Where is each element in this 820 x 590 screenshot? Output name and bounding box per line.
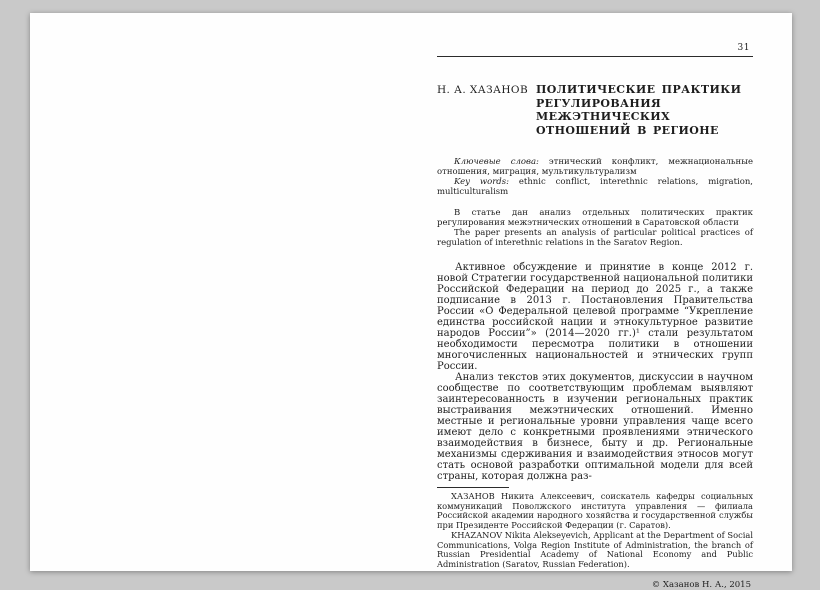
article-title-line: ПОЛИТИЧЕСКИЕ ПРАКТИКИ — [536, 83, 742, 96]
document-page — [30, 13, 792, 590]
keywords-en-text: ethnic conflict, interethnic relations, migration, multiculturalism — [437, 177, 754, 197]
body-paragraph-2: Анализ текстов этих документов, дискуссии в научном сообществе по соответствующим проблемам выявляют заинтересованность в изучении региональных практик выстраивания межэтнических отношений. Именно местные и региональные уровни управления чаще всего имеют дело с конкретными проявлениями этнического взаимодействия в бизнесе, быту и др. Региональные механизмы сдерживания и взаимодействия этносов могут стать основой разработки оптимальной модели для всей страны, которая должна раз- — [437, 372, 753, 482]
keywords-ru-label: Ключевые слова: — [454, 157, 539, 167]
footnote-author-bio-en: KHAZANOV Nikita Alekseyevich, Applicant at the Department of Social Communications, Volga Region Institute of Administration, the branch of Russian Presidential Academy of National Economy and Public Administration (Saratov, Russian Federation). — [437, 529, 753, 569]
keywords-en-label: Key words: — [454, 177, 509, 187]
abstract-en: The paper presents an analysis of particular political practices of regulation of interethnic relations in the Saratov Region. — [437, 228, 753, 248]
body-paragraph-1: Активное обсуждение и принятие в конце 2012 г. новой Стратегии государственной национальной политики Российской Федерации на период до 2025 г., а также подписание в 2013 г. Постановления Правительства России «О Федеральной целевой программе “Укрепление единства российской нации и этнокультурное развитие народов России”» (2014—2020 гг.)¹ стали результатом необходимости пересмотра политики в отношении многочисленных национальностей и этнических групп России. — [437, 262, 753, 372]
abstract-ru: В статье дан анализ отдельных политических практик регулирования межэтнических отношений в Саратовской области — [437, 208, 753, 228]
article-title — [536, 83, 753, 137]
copyright-line: © Хазанов Н. А., 2015 — [651, 579, 751, 590]
author-name: Н. А. ХАЗАНОВ — [437, 84, 529, 96]
keywords-block — [437, 157, 753, 197]
keywords-ru — [437, 157, 753, 177]
article-title-line: ОТНОШЕНИЙ В РЕГИОНЕ — [536, 123, 719, 137]
article-body — [437, 262, 753, 482]
title-block — [437, 83, 753, 137]
header-rule — [437, 56, 753, 57]
page-number: 31 — [737, 43, 750, 53]
footnote-separator-rule — [437, 487, 509, 488]
keywords-ru-text: этнический конфликт, межнациональные отношения, миграция, мультикультурализм — [437, 157, 754, 177]
article-title-line: РЕГУЛИРОВАНИЯ МЕЖЭТНИЧЕСКИХ — [536, 96, 671, 123]
abstract-block — [437, 208, 753, 248]
article-content-column — [437, 13, 753, 590]
footnote-block — [437, 492, 753, 570]
footnote-author-bio-ru: ХАЗАНОВ Никита Алексеевич, соискатель кафедры социальных коммуникаций Поволжского института управления — филиала Российской академии народного хозяйства и государственной службы при Президенте Российской Федерации (г. Саратов). — [437, 491, 753, 531]
keywords-en — [437, 177, 753, 197]
